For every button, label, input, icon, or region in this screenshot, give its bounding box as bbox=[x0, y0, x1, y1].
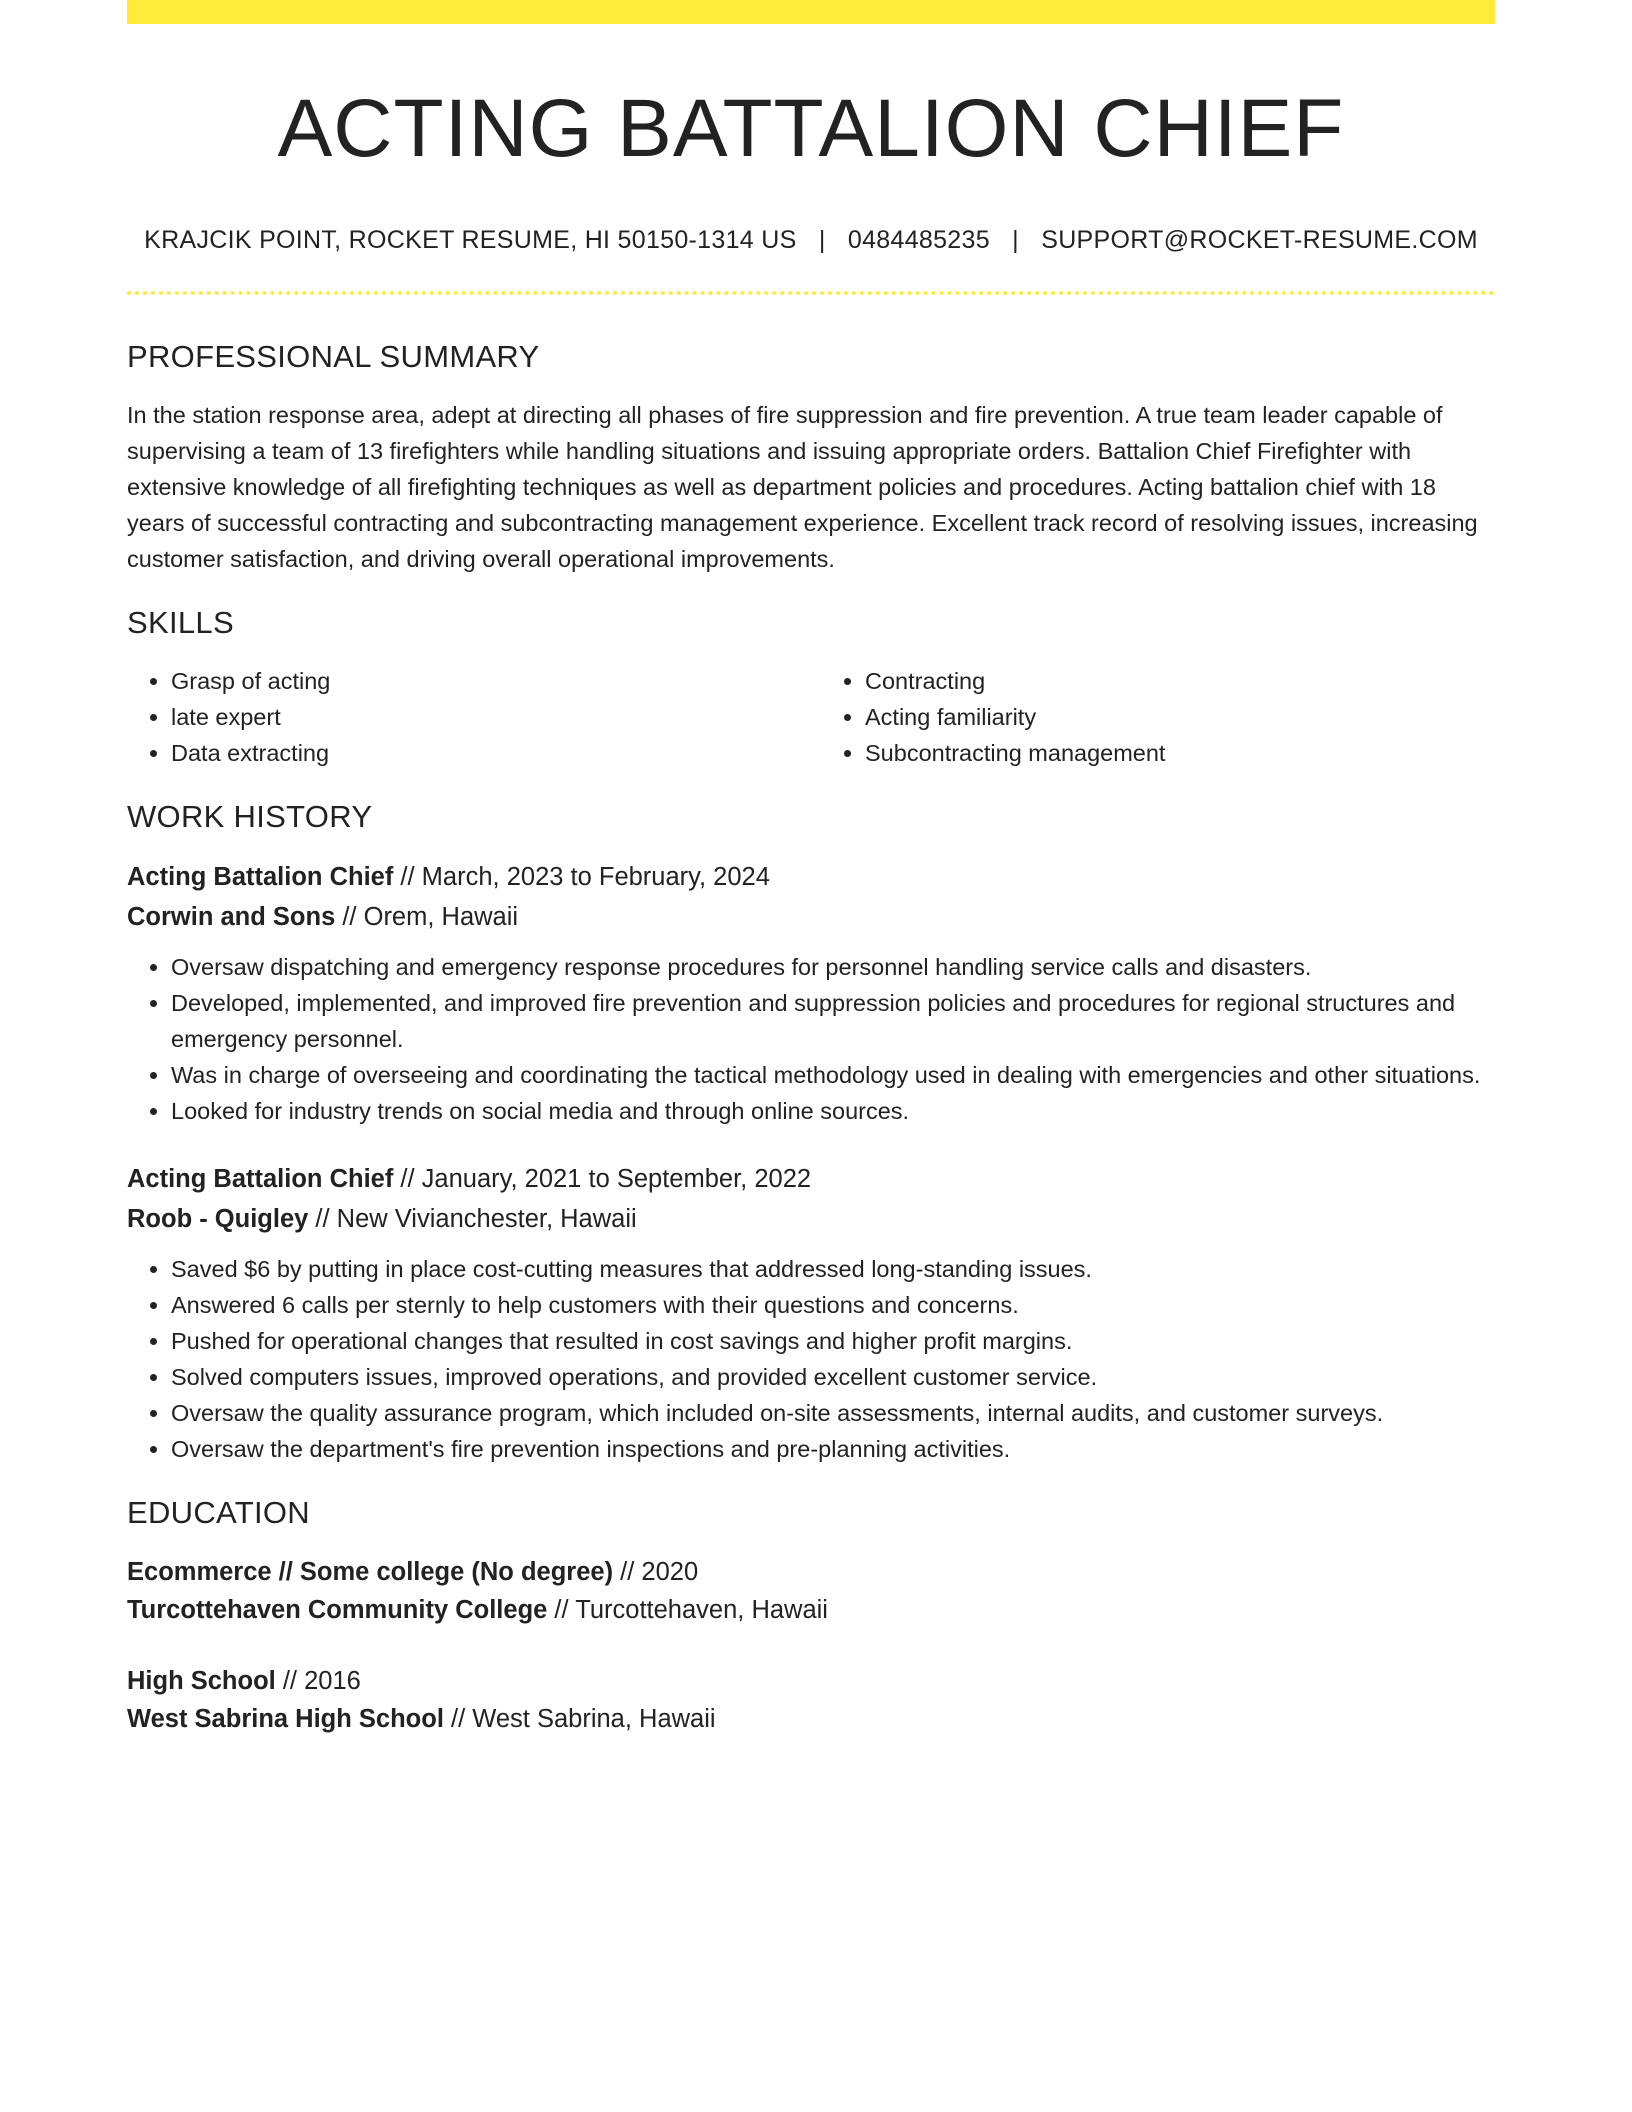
education-entry bbox=[127, 1662, 1495, 1738]
job-company-line bbox=[127, 897, 1495, 937]
job-title: Acting Battalion Chief bbox=[127, 863, 394, 892]
skills-list-right bbox=[821, 663, 1495, 771]
job-entry bbox=[127, 1159, 1495, 1467]
education-year: // 2016 bbox=[275, 1667, 361, 1696]
job-bullets bbox=[127, 1251, 1495, 1467]
job-title-line bbox=[127, 857, 1495, 897]
education-entry bbox=[127, 1553, 1495, 1629]
education-degree-line bbox=[127, 1662, 1495, 1700]
job-company: Corwin and Sons bbox=[127, 903, 336, 932]
education-school: Turcottehaven Community College bbox=[127, 1596, 548, 1625]
job-location: // Orem, Hawaii bbox=[335, 903, 519, 932]
skills-list-left bbox=[127, 663, 801, 771]
job-bullet: • Solved computers issues, improved operations, and provided excellent customer service. bbox=[171, 1359, 1495, 1395]
skill-item: • Data extracting bbox=[171, 735, 801, 771]
education-location: // West Sabrina, Hawaii bbox=[443, 1705, 716, 1734]
skill-item: • Contracting bbox=[865, 663, 1495, 699]
job-bullet: • Oversaw the quality assurance program, which included on-site assessments, internal audits, and customer surveys. bbox=[171, 1395, 1495, 1431]
skills-heading: SKILLS bbox=[127, 605, 234, 641]
skills-grid bbox=[127, 663, 1495, 771]
job-location: // New Vivianchester, Hawaii bbox=[308, 1205, 637, 1234]
education-degree-line bbox=[127, 1553, 1495, 1591]
job-dates: // March, 2023 to February, 2024 bbox=[393, 863, 770, 892]
job-bullet: • Developed, implemented, and improved fire prevention and suppression policies and procedures for regional structures and emergency personnel. bbox=[171, 985, 1495, 1057]
job-bullet: • Was in charge of overseeing and coordinating the tactical methodology used in dealing with emergencies and other situations. bbox=[171, 1057, 1495, 1093]
resume-page bbox=[127, 0, 1495, 1738]
skill-item: • late expert bbox=[171, 699, 801, 735]
work-heading: WORK HISTORY bbox=[127, 799, 373, 835]
education-degree: High School bbox=[127, 1667, 276, 1696]
job-bullet: • Pushed for operational changes that resulted in cost savings and higher profit margins. bbox=[171, 1323, 1495, 1359]
contact-separator: | bbox=[818, 226, 826, 255]
skill-item: • Subcontracting management bbox=[865, 735, 1495, 771]
summary-text: In the station response area, adept at directing all phases of fire suppression and fire prevention. A true team leader capable of supervising a team of 13 firefighters while handling situations and issuing appropriate orders. Battalion Chief Firefighter with extensive knowledge of all firefighting techniques as well as department policies and procedures. Acting battalion chief with 18 years of successful contracting and subcontracting management experience. Excellent track record of resolving issues, increasing customer satisfaction, and driving overall operational improvements. bbox=[127, 402, 1478, 573]
job-bullet: • Answered 6 calls per sternly to help customers with their questions and concerns. bbox=[171, 1287, 1495, 1323]
job-company-line bbox=[127, 1199, 1495, 1239]
education-school-line bbox=[127, 1700, 1495, 1738]
contact-line bbox=[127, 226, 1495, 255]
resume-title: ACTING BATTALION CHIEF bbox=[277, 83, 1345, 174]
contact-address: KRAJCIK POINT, ROCKET RESUME, HI 50150-1314 US bbox=[144, 226, 797, 255]
dotted-divider bbox=[127, 291, 1495, 295]
job-dates: // January, 2021 to September, 2022 bbox=[393, 1165, 812, 1194]
education-heading: EDUCATION bbox=[127, 1495, 310, 1531]
education-school: West Sabrina High School bbox=[127, 1705, 444, 1734]
job-bullet: • Saved $6 by putting in place cost-cutting measures that addressed long-standing issues. bbox=[171, 1251, 1495, 1287]
education-school-line bbox=[127, 1591, 1495, 1629]
education-location: // Turcottehaven, Hawaii bbox=[547, 1596, 828, 1625]
summary-heading: PROFESSIONAL SUMMARY bbox=[127, 339, 540, 375]
contact-separator: | bbox=[1012, 226, 1019, 255]
job-bullet: • Oversaw dispatching and emergency response procedures for personnel handling service calls and disasters. bbox=[171, 949, 1495, 985]
skill-item: • Grasp of acting bbox=[171, 663, 801, 699]
job-title-line bbox=[127, 1159, 1495, 1199]
contact-email: SUPPORT@ROCKET-RESUME.COM bbox=[1041, 226, 1478, 255]
accent-bar bbox=[127, 0, 1495, 24]
job-entry bbox=[127, 857, 1495, 1129]
job-company: Roob - Quigley bbox=[127, 1205, 309, 1234]
job-bullet: • Looked for industry trends on social media and through online sources. bbox=[171, 1093, 1495, 1129]
education-degree: Ecommerce // Some college (No degree) bbox=[127, 1558, 614, 1587]
contact-phone: 0484485235 bbox=[847, 226, 990, 255]
education-year: // 2020 bbox=[613, 1558, 699, 1587]
job-bullet: • Oversaw the department's fire prevention inspections and pre-planning activities. bbox=[171, 1431, 1495, 1467]
job-bullets bbox=[127, 949, 1495, 1129]
job-title: Acting Battalion Chief bbox=[127, 1165, 394, 1194]
skill-item: • Acting familiarity bbox=[865, 699, 1495, 735]
